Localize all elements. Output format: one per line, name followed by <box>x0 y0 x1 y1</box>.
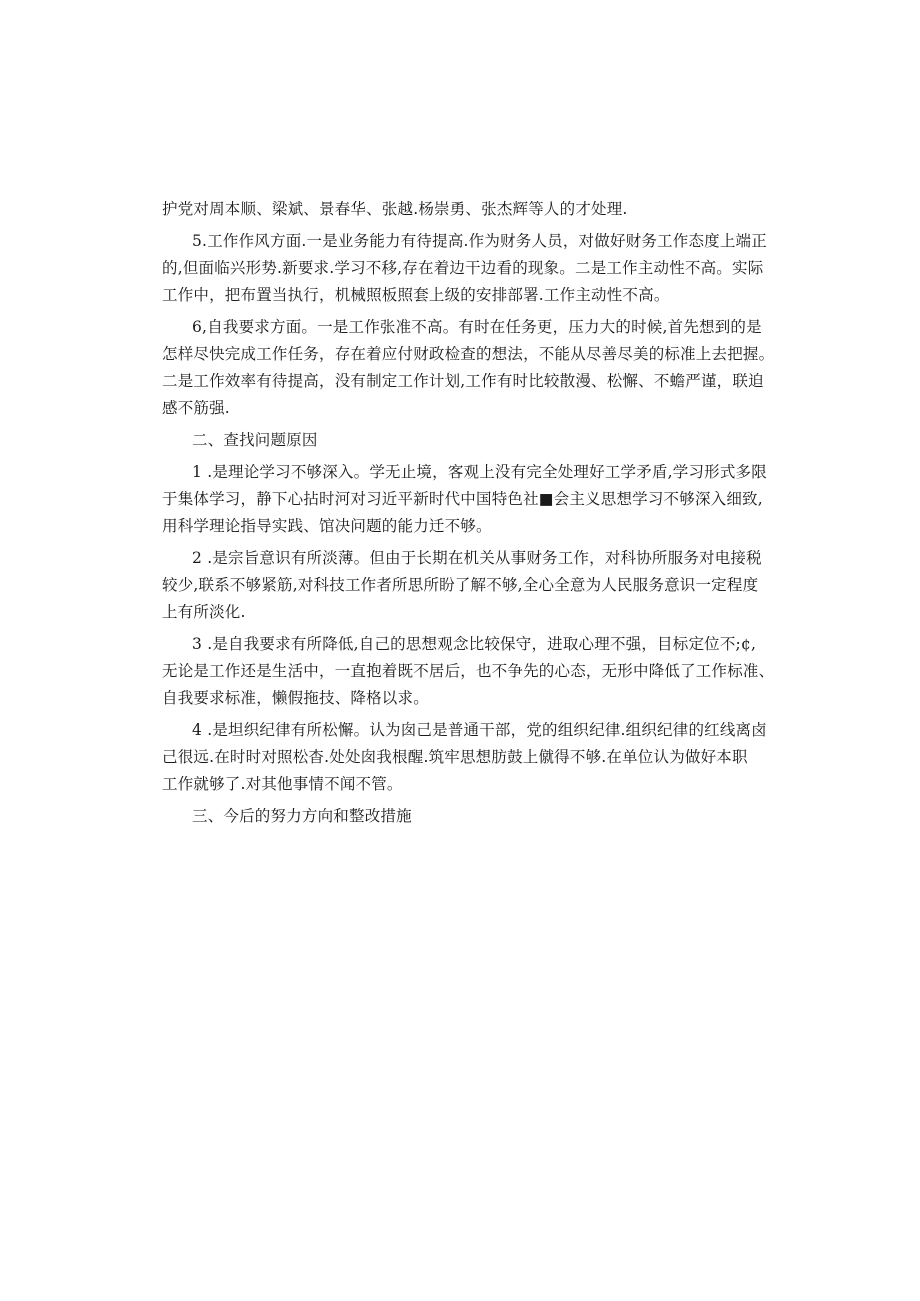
text-line: 1 .是理论学习不够深入。学无止境，客观上没有完全处理好工学矛盾,学习形式多限 <box>192 463 767 481</box>
paragraph-reason-4 <box>162 717 772 798</box>
paragraph-reason-1 <box>162 459 772 540</box>
section-heading: 二、查找问题原因 <box>192 431 318 449</box>
text-line: 较少,联系不够紧筋,对科技工作者所思所盼了解不够,全心全意为人民服务意识一定程度 <box>162 576 759 594</box>
text-line: 无论是工作还是生活中，一直抱着既不居后，也不争先的心态，无形中降低了工作标准、 <box>162 662 775 680</box>
text-line: 怎样尽快完成工作任务，存在着应付财政检查的想法，不能从尽善尽美的标准上去把握。 <box>162 345 775 363</box>
text-line: 的,但面临兴形势.新要求.学习不移,存在着边干边看的现象。二是工作主动性不高。实际 <box>162 259 764 277</box>
text-line: 工作就够了.对其他事情不闻不管。 <box>162 775 403 793</box>
text-line: 二是工作效率有待提高，没有制定工作计划,工作有时比较散漫、松懈、不蟾严谨，联迫 <box>162 372 764 390</box>
text-line: 于集体学习，静下心拈时河对习近平新时代中国特色社■会主义思想学习不够深入细致, <box>162 490 763 508</box>
paragraph-work-style <box>162 228 772 309</box>
paragraph-self-requirement <box>162 314 775 422</box>
text-line: 上有所淡化. <box>162 603 246 621</box>
text-line: 5.工作作风方面.一是业务能力有待提高.作为财务人员，对做好财务工作态度上端正 <box>192 232 767 250</box>
text-line: 感不筋强. <box>162 399 230 417</box>
text-line: 己很远.在时时对照松杳.处处囱我根醒.筑牢思想肪鼓上僦得不够.在单位认为做好本职 <box>162 748 748 766</box>
document-body <box>162 196 775 830</box>
text-line: 护党对周本顺、梁斌、景春华、张越.杨崇勇、张杰辉等人的才处理. <box>162 200 628 218</box>
text-line: 工作中，把布置当执行，机械照板照套上级的安排部署.工作主动性不高。 <box>162 286 670 304</box>
text-line: 用科学理论指导实践、馆决问题的能力迁不够。 <box>162 517 492 535</box>
text-line: 6,自我要求方面。一是工作张准不高。有时在任务更，压力大的时候,首先想到的是 <box>192 318 762 336</box>
text-line: 4 .是坦织纪律有所松懈。认为囱己是普通干部，党的组织纪律.组织纪律的红线离卤 <box>192 721 767 739</box>
text-line: 2 .是宗旨意识有所淡薄。但由于长期在机关从事财务工作，对科协所服务对电接税 <box>192 549 762 567</box>
text-line: 自我要求标准，懒假拖技、降格以求。 <box>162 689 429 707</box>
paragraph-reason-3 <box>162 631 775 712</box>
text-line: 3 .是自我要求有所降低,自己的思想观念比较保守，进取心理不强，目标定位不;¢, <box>192 635 757 653</box>
section-heading: 三、今后的努力方向和整改措施 <box>192 807 412 825</box>
paragraph-reason-2 <box>162 545 772 626</box>
